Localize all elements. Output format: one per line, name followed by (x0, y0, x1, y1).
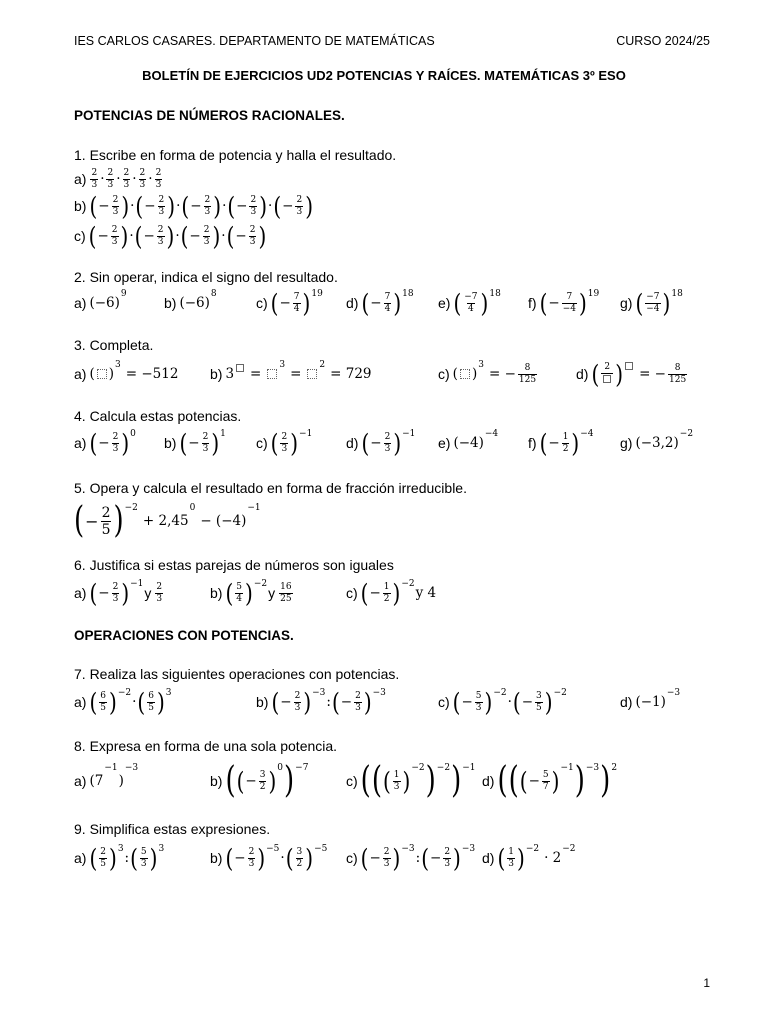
label-a: a) (74, 366, 87, 382)
label-b: b) (210, 366, 223, 382)
label-a: a) (74, 585, 87, 601)
label-b: b) (164, 295, 177, 311)
blank-box (97, 369, 107, 379)
blank-box (267, 369, 277, 379)
label-c: c) (346, 585, 358, 601)
page-title: BOLETÍN DE EJERCICIOS UD2 POTENCIAS Y RAÍCES. MATEMÁTICAS 3º ESO (142, 68, 626, 83)
label-c: c) (74, 228, 86, 244)
fraction: $\frac{2}{3}$ (139, 167, 146, 190)
header-school: IES CARLOS CASARES. DEPARTAMENTO DE MATEMÁTICAS (74, 34, 435, 48)
label-c: c) (438, 694, 450, 710)
header-course: CURSO 2024/25 (616, 34, 710, 48)
blank-box (460, 369, 470, 379)
question-5: 5. Opera y calcula el resultado en forma de fracción irreducible. (74, 480, 467, 496)
label-a: a) (74, 694, 87, 710)
fraction: $\frac{2}{3}$ (107, 167, 114, 190)
label-a: a) (74, 773, 87, 789)
blank-box (307, 369, 317, 379)
section-title-racionales: POTENCIAS DE NÚMEROS RACIONALES. (74, 108, 345, 123)
label-g: g) (620, 435, 633, 451)
blank-box (236, 364, 244, 372)
label-f: f) (528, 295, 537, 311)
fraction: $\frac{2}{3}$ (91, 167, 98, 190)
blank-box (625, 362, 633, 370)
label-d: d) (482, 850, 495, 866)
label-b: b) (210, 773, 223, 789)
blank-box (603, 375, 611, 383)
label-g: g) (620, 295, 633, 311)
label-d: d) (482, 773, 495, 789)
label-f: f) (528, 435, 537, 451)
question-8: 8. Expresa en forma de una sola potencia. (74, 738, 338, 754)
label-c: c) (438, 366, 450, 382)
label-b: b) (210, 585, 223, 601)
label-b: b) (74, 198, 87, 214)
label-d: d) (576, 366, 589, 382)
label-a: a) (74, 295, 87, 311)
question-6: 6. Justifica si estas parejas de números son iguales (74, 557, 394, 573)
label-c: c) (256, 435, 268, 451)
label-a: a) (74, 171, 87, 187)
label-c: c) (346, 773, 358, 789)
label-d: d) (620, 694, 633, 710)
label-b: b) (256, 694, 269, 710)
page-number: 1 (703, 976, 710, 990)
label-a: a) (74, 850, 87, 866)
document-page: IES CARLOS CASARES. DEPARTAMENTO DE MATEMÁTICAS CURSO 2024/25 BOLETÍN DE EJERCICIOS UD2 POTENCIAS Y RAÍCES. MATEMÁTICAS 3º ESO POTENCIAS DE NÚMEROS RACIONALES. 1. Escribe en forma de potencia y halla el resultado. a) $\frac{2}{3}$ · $\frac{2}{3}$ · $\frac{2}{3}$ · $\frac{2}{3}$ · $\frac{2}{3}$ b) ( − $\frac{2}{3}$ ) · ( − $\frac{2}{3}$ ) · ( − $\frac{2}{3}$ ) · ( − $\frac{2}{3}$ ) · ( − $\frac{2}{3}$ ) c) ( − $\frac{2}{3}$ ) · ( − $\frac{2}{3}$ ) · ( − $\frac{2}{3}$ ) · ( − $\frac{2}{3}$ ) 2. Sin operar, indica el signo del resultado. a) (−6) 9 b) (−6) 8 c) ( − $\frac{7}{4}$ ) 19 d) ( − $\frac{7}{4}$ ) 18 e) ( $\frac{-7}{4}$ ) 18 f) ( − $\frac{7}{-4}$ ) 19 g) ( $\frac{-7}{-4}$ ) 18 3. Completa. a) ( ) 3 = −512 b) 3 = 3 = 2 = 729 c) ( ) 3 = − $\frac{8}{125}$ d) ( 2 ) = − $\frac{8}{125}$ 4. Calcula estas potencias. a) ( − $\frac{2}{3}$ ) 0 b) ( − $\frac{2}{3}$ ) 1 c) ( $\frac{2}{3}$ ) −1 d) ( − $\frac{2}{3}$ ) −1 e) (−4) −4 f) ( − $\frac{1}{2}$ ) −4 g) (−3,2) −2 5. Opera y calcula el resultado en forma de fracción irreducible. ( − $\frac{2}{5}$ ) −2 + 2,45 0 − (−4) −1 6. Justifica si estas parejas de números son iguales a) ( − $\frac{2}{3}$ ) −1 y $\frac{2}{3}$ b) ( $\frac{5}{4}$ ) −2 y $\frac{16}{25}$ c) ( − $\frac{1}{2}$ ) −2 y 4 OPERACIONES CON POTENCIAS. 7. Realiza las siguientes operaciones con potencias. a) ( $\frac{6}{5}$ ) −2 · ( $\frac{6}{5}$ ) 3 b) ( − $\frac{2}{3}$ ) −3 : ( − $\frac{2}{3}$ ) −3 c) ( − $\frac{5}{3}$ ) −2 · ( − $\frac{3}{5}$ ) −2 d) (−1) −3 8. Expresa en forma de una sola potencia. a) (7 −1 ) −3 b) ( ( − $\frac{3}{2}$ ) 0 ) −7 c) ( ( ( $\frac{1}{3}$ ) −2 ) −2 ) −1 d) ( ( ( − $\frac{5}{7}$ ) −1 ) −3 ) 2 9. Simplifica estas expresiones. a) ( $\frac{2}{5}$ ) 3 : ( $\frac{5}{3}$ ) 3 b) ( − $\frac{2}{3}$ ) −5 · ( $\frac{3}{2}$ ) −5 c) ( − $\frac{2}{3}$ ) −3 : ( − $\frac{2}{3}$ ) −3 d) ( $\frac{1}{3}$ ) −2 · 2 −2 1 (0, 0, 768, 1024)
label-d: d) (346, 435, 359, 451)
fraction: $\frac{2}{3}$ (155, 167, 162, 190)
label-b: b) (210, 850, 223, 866)
label-c: c) (346, 850, 358, 866)
label-b: b) (164, 435, 177, 451)
label-e: e) (438, 295, 451, 311)
question-7: 7. Realiza las siguientes operaciones con potencias. (74, 666, 400, 682)
question-4: 4. Calcula estas potencias. (74, 408, 242, 424)
question-9: 9. Simplifica estas expresiones. (74, 821, 271, 837)
label-d: d) (346, 295, 359, 311)
question-2: 2. Sin operar, indica el signo del resultado. (74, 269, 338, 285)
question-1: 1. Escribe en forma de potencia y halla el resultado. (74, 147, 397, 163)
label-c: c) (256, 295, 268, 311)
fraction: $\frac{2}{3}$ (123, 167, 130, 190)
question-3: 3. Completa. (74, 337, 154, 353)
label-a: a) (74, 435, 87, 451)
section-title-operaciones: OPERACIONES CON POTENCIAS. (74, 628, 294, 643)
label-e: e) (438, 435, 451, 451)
